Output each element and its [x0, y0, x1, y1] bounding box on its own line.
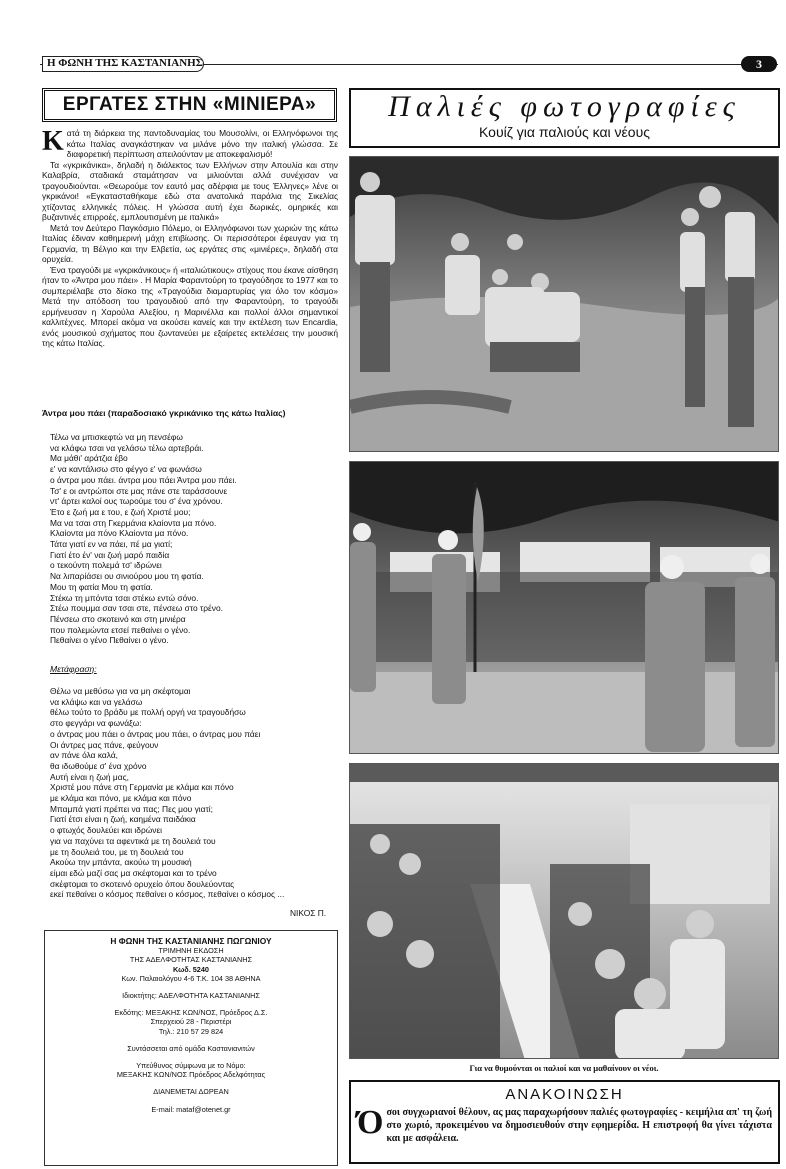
article-paragraph: Κατά τη διάρκεια της παντοδυναμίας του Μουσολίνι, οι Ελληνόφωνοι της κάτω Ιταλίας αναγκάστηκαν να μιλάνε μόνο την ιταλική γλώσσα. Σε διαφορετική περίπτωση απειλούνταν με αποκεφαλισμό! [42, 126, 338, 159]
announcement-body: Όσοι συγχωριανοί θέλουν, ας μας παραχωρήσουν παλιές φωτογραφίες - κειμήλια απ' τη ζωή στο χωριό, προκειμένου να δημοσιευθούν στην εφημερίδα. Η επιστροφή θα γίνει τάχιστα και με ασφάλεια. [357, 1104, 772, 1144]
announcement-box [349, 1080, 780, 1164]
translation-heading: Μετάφραση: [50, 664, 97, 674]
song-line: Τσ' ε οι αντρώποι στε μας πάνε στε ταράσσουνε [50, 485, 228, 496]
photo-village-feast [349, 763, 779, 1059]
announcement-title: ΑΝΑΚΟΙΝΩΣΗ [505, 1086, 624, 1103]
article-body [42, 128, 338, 349]
page-number: 3 [741, 56, 777, 72]
translation-line: με τη δουλειά του, με τη δουλειά του [50, 846, 184, 857]
song-line: Μα μάθι' αράτζια έβο [50, 453, 128, 464]
drop-cap: Κ [42, 126, 64, 157]
masthead-free: ΔΙΑΝΕΜΕΤΑΙ ΔΩΡΕΑΝ [153, 1087, 229, 1097]
article-paragraph: Ένα τραγούδι με «γκρικάνικους» ή «ιταλιώτικους» στίχους που έκανε αίσθηση ήταν το «Άντρα μου πάει» . Η Μαρία Φαραντούρη το τραγούδησε το 1977 και το συμπεριέλαβε στο δίσκο της «Τραγούδια διαμαρτυρίας για όλο τον κόσμο» Μετά την απόδοση του τραγουδιού από την Φαραντούρη, το τραγούδι ερμήνευσαν η Χαρούλα Αλεξίου, η Μαρινέλλα και πολλοί άλλοι σημαντικοί καλλιτέχνες. Μπορεί ακόμα να ακούσει κανείς και την εκτέλεση των Encardia, ενός μουσικού σχήματος που ζωντανεύει με εξαίρετες εκτελέσεις την μουσική της κάτω Ιταλίας. [42, 264, 338, 348]
song-line: ντ' άρτει καλοί ους τωρούμε του σ' ένα χρόνου. [50, 496, 223, 507]
photos-section-header [349, 88, 780, 148]
article-paragraph: Μετά τον Δεύτερο Παγκόσμιο Πόλεμο, οι Ελληνόφωνοι των χωριών της κάτω Ιταλίας έδιναν καθημερινή μάχη επιβίωσης. Οι περισσότεροι έφευγαν για τη Γερμανία, τη Βέλγιο και την Ελβετία, ως εργάτες στις «μινιέρες», δηλαδή στα ορυχεία. [42, 222, 338, 264]
song-line: Τάτα γιατί εν να πάει, πέ μα γιατί; [50, 539, 173, 550]
translation-line: ο φτωχός δουλεύει και ιδρώνει [50, 825, 163, 836]
translation-line: ο άντρας μου πάει ο άντρας μου πάει, ο άντρας μου πάει [50, 728, 261, 739]
masthead-code: Κωδ. 5240 [173, 964, 209, 974]
translation-line: αν πάνε όλα καλά, [50, 750, 118, 761]
masthead-owner: Ιδιοκτήτης: ΑΔΕΛΦΟΤΗΤΑ ΚΑΣΤΑΝΙΑΝΗΣ [122, 991, 260, 1001]
article-paragraph: Τα «γκρικάνικα», δηλαδή η διάλεκτος των Ελλήνων στην Απουλία και στην Καλαβρία, σταδιακά σταμάτησαν να μιλιούνται αλλά συνέχισαν να τραγουδιούνται. «Θεωρούμε τον εαυτό μας αδέρφια με τους Έλληνες» λένε οι γκρικάνοι! «Εγκατασταθήκαμε εδώ στα ανατολικά παράλια της Σικελίας χτίζοντας ελληνικές πόλεις. Η γλώσσα αυτή έχει δωρικές, ομηρικές και βυζαντινές επιρροές, εμπλουτισμένη με ιταλικά» [42, 159, 338, 222]
translation-line: σκέφτομαι το σκοτεινό ορυχείο όπου δουλεύοντας [50, 878, 235, 889]
translation-line: Χριστέ μου πάνε στη Γερμανία με κλάμα και πόνο [50, 782, 234, 793]
masthead-address: Κων. Παλαιολόγου 4-6 Τ.Κ. 104 38 ΑΘΗΝΑ [121, 973, 261, 983]
photos-section-subtitle: Κουίζ για παλιούς και νέους [479, 124, 650, 140]
photo-group-outdoors [349, 156, 779, 452]
masthead-responsible: ΜΕΞΑΚΗΣ ΚΩΝ/ΝΟΣ Πρόεδρος Αδελφότητας [116, 1070, 266, 1080]
translation-line: για να παχύνει τα αφεντικά με τη δουλειά του [50, 835, 216, 846]
song-line: Κλαίοντα μα πόνο Κλαίοντα μα πόνο. [50, 528, 189, 539]
masthead-box [44, 930, 338, 1166]
article-title: ΕΡΓΑΤΕΣ ΣΤΗΝ «ΜΙΝΙΕΡΑ» [42, 88, 337, 122]
song-line: να κλάφω τσαι να γελάσω τέλω αρτεβράι. [50, 442, 204, 453]
translation-line: εκεί πεθαίνει ο κόσμος πεθαίνει ο κόσμος, πεθαίνει ο κόσμος ... [50, 889, 285, 900]
article-author: ΝΙΚΟΣ Π. [290, 908, 327, 918]
translation-line: Οι άντρες μας πάνε, φεύγουν [50, 739, 159, 750]
song-line: Μα να τσαι στη Γκερμάνια κλαίοντα μα πόνο. [50, 517, 217, 528]
song-heading: Άντρα μου πάει (παραδοσιακό γκρικάνικο της κάτω Ιταλίας) [42, 408, 286, 418]
song-line: Πεθαίνει ο γένο Πεθαίνει ο γένο. [50, 635, 169, 646]
song-line: που πολεμώντα ετσεί πεθαίνει ο γένο. [50, 624, 191, 635]
translation-line: Ακούω την μπάντα, ακούω τη μουσική [50, 857, 192, 868]
song-line: ο τεκούντη πολεμά τσ' ιδρώνει [50, 560, 162, 571]
translation-line: στο φεγγάρι να φωνάξω: [50, 718, 142, 729]
translation-line: Μπαμπά γιατί πρέπει να πας; Πες μου γιατί; [50, 803, 213, 814]
song-line: Στέω πουμμα σαν τσαι στε, πένσεω στο τρένο. [50, 603, 223, 614]
translation-line: Θέλω να μεθύσω για να μη σκέφτομαι [50, 686, 191, 696]
song-line: Έτο ε ζωή μα ε του, ε ζωή Χριστέ μου; [50, 506, 191, 517]
translation-lyrics [50, 686, 340, 900]
song-line: Στέκω τη μπόντα τσαι στέκω εντώ σόνο. [50, 592, 199, 603]
masthead-compiled-by: Συντάσσεται από ομάδα Καστανιανιτών [127, 1043, 255, 1053]
translation-line: είμαι εδώ μαζί σας μα σκέφτομαι και το τρένο [50, 867, 217, 878]
translation-line: θα ιδωθούμε σ' ένα χρόνο [50, 760, 147, 771]
song-line: Γιατί έτο έν' ναι ζωή μαρό παιδία [50, 549, 170, 560]
translation-line: Γιατί έτσι είναι η ζωή, καημένα παιδάκια [50, 814, 196, 825]
photos-caption: Για να θυμούνται οι παλιοί και να μαθαίνουν οι νέοι. [469, 1063, 659, 1073]
masthead-edition: ΤΡΙΜΗΝΗ ΕΚΔΟΣΗ [158, 946, 224, 956]
newspaper-title: Η ΦΩΝΗ ΤΗΣ ΚΑΣΤΑΝΙΑΝΗΣ [42, 56, 204, 72]
translation-line: με κλάμα και πόνο, με κλάμα και πόνο [50, 793, 192, 804]
translation-line: Αυτή είναι η ζωή μας, [50, 771, 129, 782]
song-line: ε' να καντάλισω στο φέγγο ε' να φωνάσω [50, 464, 202, 475]
masthead-email: E-mail: mataf@otenet.gr [151, 1104, 231, 1114]
masthead-title: Η ΦΩΝΗ ΤΗΣ ΚΑΣΤΑΝΙΑΝΗΣ ΠΩΓΩΝΙΟΥ [110, 936, 272, 946]
translation-line: θέλω τούτο το βράδυ με πολλή οργή να τραγουδήσω [50, 707, 246, 718]
song-line: Μου τη φατία Μου τη φατία. [50, 581, 153, 592]
translation-line: να κλάψω και να γελάσω [50, 696, 143, 707]
song-line: Τέλω να μπισκεφτώ να μη πενσέφω [50, 432, 183, 442]
photos-section-title: Παλιές φωτογραφίες [388, 90, 741, 123]
announcement-drop-cap: Ό [357, 1104, 384, 1141]
song-line: Πένσεω στο σκοτεινό και στη μινιέρα [50, 613, 186, 624]
masthead-responsible-label: Υπεύθυνος σύμφωνα με το Νόμο: [136, 1061, 246, 1071]
masthead-publisher: Εκδότης: ΜΕΞΑΚΗΣ ΚΩΝ/ΝΟΣ, Πρόεδρος Δ.Σ. [114, 1008, 268, 1018]
photo-ceremony [349, 461, 779, 754]
song-lyrics [50, 432, 340, 646]
song-line: ο άντρα μου πάει. άντρα μου πάει Άντρα μου πάει. [50, 474, 237, 485]
masthead-publisher-address: Σπερχειού 28 - Περιστέρι [150, 1017, 232, 1027]
masthead-association: ΤΗΣ ΑΔΕΛΦΟΤΗΤΑΣ ΚΑΣΤΑΝΙΑΝΗΣ [129, 955, 253, 965]
masthead-phone: Τηλ.: 210 57 29 824 [158, 1026, 224, 1036]
song-line: Να λιπαρίάσει ου σινιούρου μου τη φατία. [50, 571, 204, 582]
